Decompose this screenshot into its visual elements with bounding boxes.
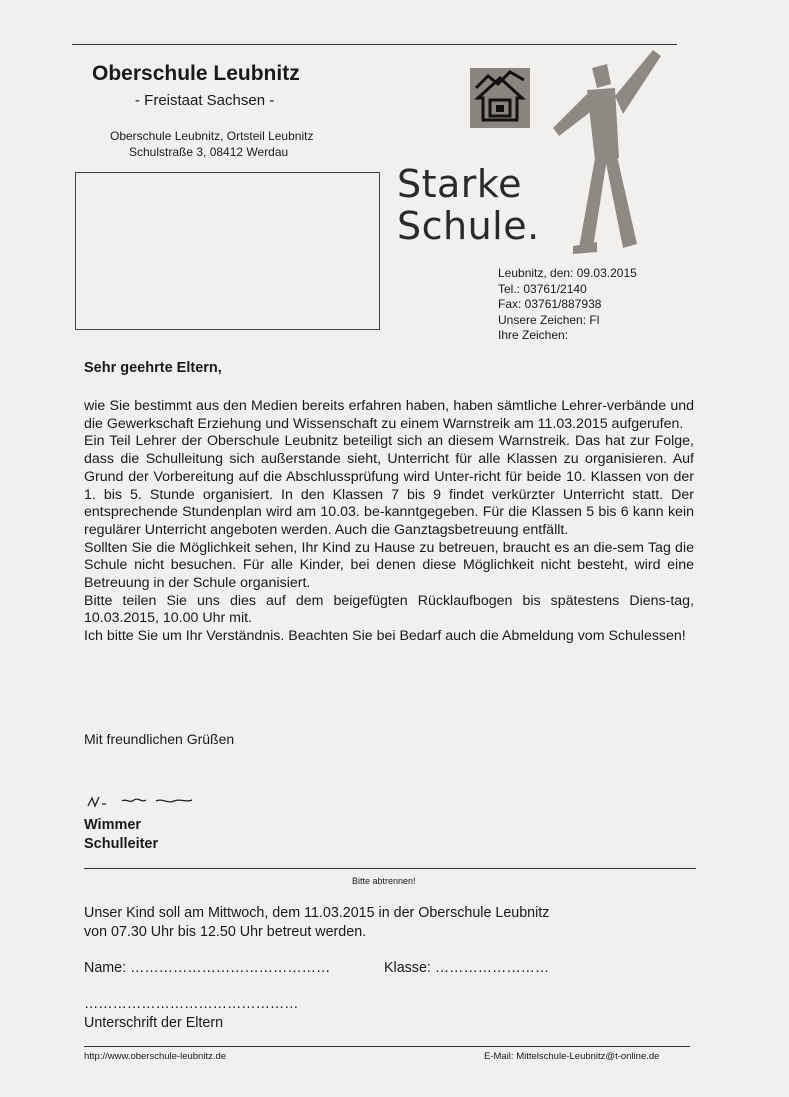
signer-title: Schulleiter <box>84 835 159 852</box>
footer-email: E-Mail: Mittelschule-Leubnitz@t-online.de <box>484 1051 660 1062</box>
body-paragraph: Ich bitte Sie um Ihr Verständnis. Beachten Sie bei Bedarf auch die Abmeldung vom Schulessen! <box>84 628 686 645</box>
slogan <box>397 163 540 247</box>
body-paragraph: wie Sie bestimmt aus den Medien bereits erfahren haben, haben sämtliche Lehrer-verbände und die Gewerkschaft Erziehung und Wissenschaft zu einem Warnstreik am 11.03.2015 aufgerufen. <box>84 398 694 432</box>
sender-address-line2: Schulstraße 3, 08412 Werdau <box>129 145 289 159</box>
reply-text <box>84 904 549 941</box>
letter-body <box>84 398 694 646</box>
school-logo-icon <box>470 68 530 128</box>
cheering-figure-icon <box>545 48 665 256</box>
phone-number: Tel.: 03761/2140 <box>498 281 587 296</box>
slogan-line2: Schule. <box>397 204 540 248</box>
letter-meta <box>498 266 637 344</box>
salutation: Sehr geehrte Eltern, <box>84 360 222 376</box>
sender-address-line1: Oberschule Leubnitz, Ortsteil Leubnitz <box>110 129 314 143</box>
handwritten-signature <box>86 792 196 810</box>
closing: Mit freundlichen Grüßen <box>84 731 235 747</box>
top-rule <box>72 44 677 45</box>
slogan-line1: Starke <box>397 162 522 206</box>
signer <box>84 816 158 853</box>
reply-text-line1: Unser Kind soll am Mittwoch, dem 11.03.2015 in der Oberschule Leubnitz <box>84 905 550 921</box>
signer-name: Wimmer <box>84 817 142 833</box>
name-field[interactable]: Name: …………………………………… <box>84 960 331 976</box>
cut-note: Bitte abtrennen! <box>352 876 416 886</box>
cut-line <box>84 868 696 869</box>
your-reference: Ihre Zeichen: <box>498 328 569 342</box>
letter-date: Leubnitz, den: 09.03.2015 <box>498 266 637 280</box>
reply-text-line2: von 07.30 Uhr bis 12.50 Uhr betreut werden. <box>84 923 367 940</box>
footer-rule <box>84 1046 690 1047</box>
class-field[interactable]: Klasse: …………………… <box>384 960 550 976</box>
our-reference: Unsere Zeichen: Fl <box>498 312 600 327</box>
recipient-address-window <box>75 172 380 330</box>
school-state: - Freistaat Sachsen - <box>135 92 275 109</box>
school-name: Oberschule Leubnitz <box>92 62 300 85</box>
body-paragraph: Bitte teilen Sie uns dies auf dem beigefügten Rücklaufbogen bis spätestens Diens-tag, 10.03.2015, 10.00 Uhr mit. <box>84 592 694 627</box>
fax-number: Fax: 03761/887938 <box>498 297 602 311</box>
parent-signature-field[interactable]: ……………………………………… <box>84 996 299 1012</box>
parent-signature-label: Unterschrift der Eltern <box>84 1015 224 1031</box>
body-paragraph: Sollten Sie die Möglichkeit sehen, Ihr Kind zu Hause zu betreuen, braucht es an die-sem Tag die Schule nicht besuchen. Für alle Kinder, bei denen diese Möglichkeit nicht besteht, wird eine Betreuung in der Schule organisiert. <box>84 539 694 592</box>
footer-website: http://www.oberschule-leubnitz.de <box>84 1051 227 1062</box>
body-paragraph: Ein Teil Lehrer der Oberschule Leubnitz beteiligt sich an diesem Warnstreik. Das hat zur Folge, dass die Schulleitung sich außerstande sieht, Unterricht für alle Klassen zu organisieren. Auf Grund der Vorbereitung auf die Abschlussprüfung wird Unter-richt für beide 10. Klassen von der 1. bis 5. Stunde organisiert. In den Klassen 7 bis 9 findet verkürzter Unterricht statt. Der entsprechende Stundenplan wird am 10.03. be-kanntgegeben. Für die Klassen 5 bis 6 kann kein regulärer Unterricht angeboten werden. Auch die Ganztagsbetreuung entfällt. <box>84 433 694 538</box>
